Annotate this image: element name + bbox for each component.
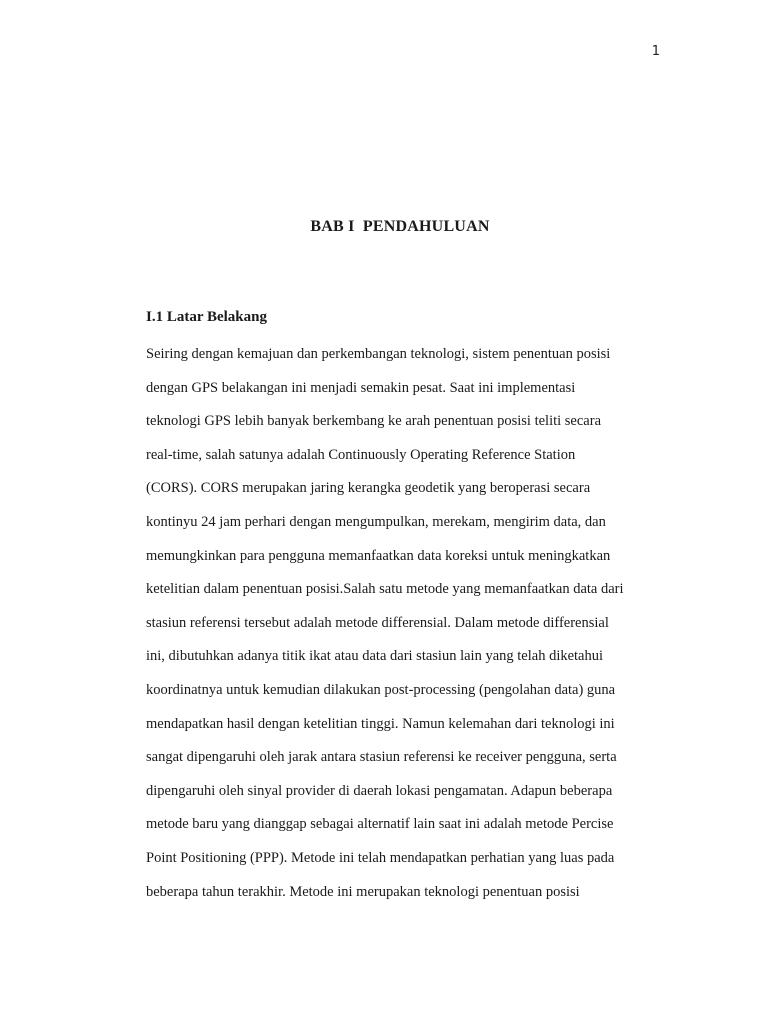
paragraph-line: ini, dibutuhkan adanya titik ikat atau data dari stasiun lain yang telah diketahui [146, 648, 604, 665]
page-number: 1 [651, 44, 660, 59]
paragraph-line: real-time, salah satunya adalah Continuously Operating Reference Station [146, 446, 576, 463]
paragraph-line: metode baru yang dianggap sebagai alternatif lain saat ini adalah metode Percise [146, 816, 614, 833]
chapter-title: BAB I PENDAHULUAN [310, 218, 490, 235]
paragraph-line: memungkinkan para pengguna memanfaatkan data koreksi untuk meningkatkan [146, 547, 611, 564]
paragraph-line: Seiring dengan kemajuan dan perkembangan teknologi, sistem penentuan posisi [146, 346, 611, 362]
paragraph-line: (CORS). CORS merupakan jaring kerangka geodetik yang beroperasi secara [146, 480, 591, 497]
paragraph-line: kontinyu 24 jam perhari dengan mengumpulkan, merekam, mengirim data, dan [146, 513, 606, 530]
section-heading: I.1 Latar Belakang [146, 309, 267, 325]
paragraph-line: stasiun referensi tersebut adalah metode differensial. Dalam metode differensial [146, 614, 609, 631]
paragraph-line: ketelitian dalam penentuan posisi.Salah satu metode yang memanfaatkan data dari [146, 581, 624, 598]
paragraph-line: beberapa tahun terakhir. Metode ini merupakan teknologi penentuan posisi [146, 883, 580, 900]
paragraph-line: Point Positioning (PPP). Metode ini telah mendapatkan perhatian yang luas pada [146, 849, 615, 866]
paragraph-line: dengan GPS belakangan ini menjadi semakin pesat. Saat ini implementasi [146, 379, 576, 396]
paragraph-line: dipengaruhi oleh sinyal provider di daerah lokasi pengamatan. Adapun beberapa [146, 782, 613, 799]
paragraph-line: sangat dipengaruhi oleh jarak antara stasiun referensi ke receiver pengguna, serta [146, 749, 617, 766]
paragraph-line: koordinatnya untuk kemudian dilakukan post-processing (pengolahan data) guna [146, 681, 616, 698]
paragraph-line: mendapatkan hasil dengan ketelitian tinggi. Namun kelemahan dari teknologi ini [146, 715, 615, 732]
paragraph-line: teknologi GPS lebih banyak berkembang ke arah penentuan posisi teliti secara [146, 413, 602, 430]
body-paragraph [146, 338, 658, 909]
